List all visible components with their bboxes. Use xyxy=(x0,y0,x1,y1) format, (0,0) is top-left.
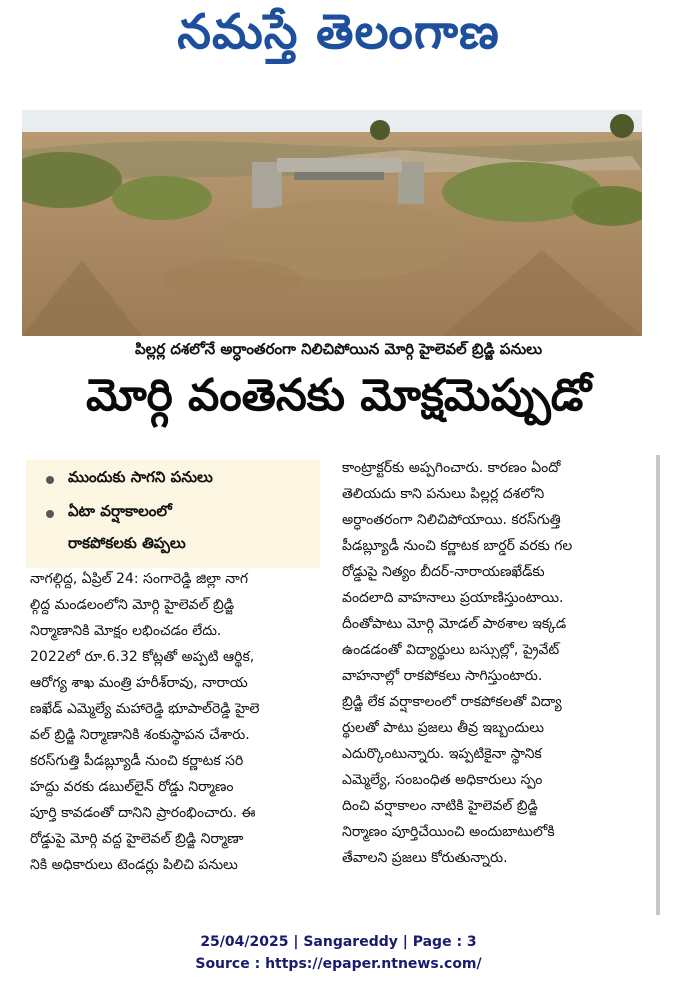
text-line: కరస్‌గుత్తి పీడబ్ల్యూడీ నుంచి కర్ణాటక సరి xyxy=(30,753,244,769)
text-line: నికి అధికారులు టెండర్లు పిలిచి పనులు xyxy=(30,857,238,873)
text-line: పూర్తి కావడంతో దానిని ప్రారంభించారు. ఈ xyxy=(30,805,256,821)
news-photo xyxy=(22,110,642,336)
newspaper-masthead: నమస్తే తెలంగాణ xyxy=(177,4,500,60)
highlights-box xyxy=(26,460,320,568)
text-line: నాగల్గిద్ద, ఏప్రిల్ 24: సంగారెడ్డి జిల్లా నాగ xyxy=(30,571,249,587)
text-line: దీంతోపాటు మోర్గి మోడల్ పాఠశాల ఇక్కడ xyxy=(342,616,567,632)
text-line: కాంట్రాక్టర్‌కు అప్పగించారు. కారణం ఏందో xyxy=(342,460,561,476)
dry-field-bridge-photo xyxy=(22,110,642,336)
article-column-left xyxy=(30,566,322,878)
highlight-item: ముందుకు సాగని పనులు xyxy=(68,468,213,486)
photo-caption: పిల్లర్ల దశలోనే అర్ధాంతరంగా నిలిచిపోయిన మోర్గి హైలెవల్ బ్రిడ్జి పనులు xyxy=(134,340,543,358)
highlight-item: ఏటా వర్షాకాలంలో xyxy=(68,502,172,520)
text-line: తేవాలని ప్రజలు కోరుతున్నారు. xyxy=(342,850,508,866)
text-line: ఎదుర్కొంటున్నారు. ఇప్పటికైనా స్థానిక xyxy=(342,746,542,762)
text-line: వాహనాల్లో రాకపోకలు సాగిస్తుంటారు. xyxy=(342,668,543,684)
article-column-right xyxy=(342,455,638,871)
text-line: ల్గిద్ద మండలంలోని మోర్గి హైలెవల్ బ్రిడ్జి xyxy=(30,597,235,613)
text-line: అర్ధాంతరంగా నిలిచిపోయాయి. కరస్‌గుత్తి xyxy=(342,512,561,528)
text-line: 2022లో రూ.6.32 కోట్లతో అప్పటి ఆర్థిక, xyxy=(30,649,255,665)
edition-info: 25/04/2025 | Sangareddy | Page : 3 xyxy=(200,934,477,950)
article-headline: మోర్గి వంతెనకు మోక్షమెప్పుడో xyxy=(85,370,592,421)
text-line: పీడబ్ల్యూడీ నుంచి కర్ణాటక బార్డర్ వరకు గల xyxy=(342,538,573,554)
text-line: ర్థులతో పాటు ప్రజలు తీవ్ర ఇబ్బందులు xyxy=(342,720,545,736)
text-line: వల్ బ్రిడ్జి నిర్మాణానికి శంకుస్థాపన చేశారు. xyxy=(30,727,250,743)
text-line: ఉండడంతో విద్యార్థులు బస్సుల్లో, ప్రైవేట్ xyxy=(342,642,560,658)
text-line: ఆరోగ్య శాఖ మంత్రి హరీశ్‌రావు, నారాయ xyxy=(30,675,248,691)
text-line: హద్దు వరకు డబుల్‌లైన్ రోడ్డు నిర్మాణం xyxy=(30,779,234,795)
text-line: ణఖేడ్ ఎమ్మెల్యే మహారెడ్డి భూపాల్‌రెడ్డి హైలె xyxy=(30,701,260,717)
text-line: తెలియదు కాని పనులు పిల్లర్ల దశలోని xyxy=(342,486,545,502)
column-divider xyxy=(656,455,660,915)
bullet-icon xyxy=(46,476,54,484)
source-link[interactable]: Source : https://epaper.ntnews.com/ xyxy=(195,956,482,972)
text-line: వందలాది వాహనాలు ప్రయాణిస్తుంటాయి. xyxy=(342,590,564,606)
text-line: రోడ్డుపై మోర్గి వద్ద హైలెవల్ బ్రిడ్జి నిర్మాణా xyxy=(30,831,244,847)
highlight-item: రాకపోకలకు తిప్పలు xyxy=(68,534,186,552)
text-line: బ్రిడ్జి లేక వర్షాకాలంలో రాకపోకలతో విద్యా xyxy=(342,694,562,710)
text-line: నిర్మాణం పూర్తిచేయించి అందుబాటులోకి xyxy=(342,824,555,840)
text-line: దించి వర్షాకాలం నాటికి హైలెవల్ బ్రిడ్జి xyxy=(342,798,538,814)
text-line: నిర్మాణానికి మోక్షం లభించడం లేదు. xyxy=(30,623,222,639)
bullet-icon xyxy=(46,510,54,518)
text-line: ఎమ్మెల్యే, సంబంధిత అధికారులు స్పం xyxy=(342,772,543,788)
text-line: రోడ్డుపై నిత్యం బీదర్-నారాయణఖేడ్‌కు xyxy=(342,564,545,580)
